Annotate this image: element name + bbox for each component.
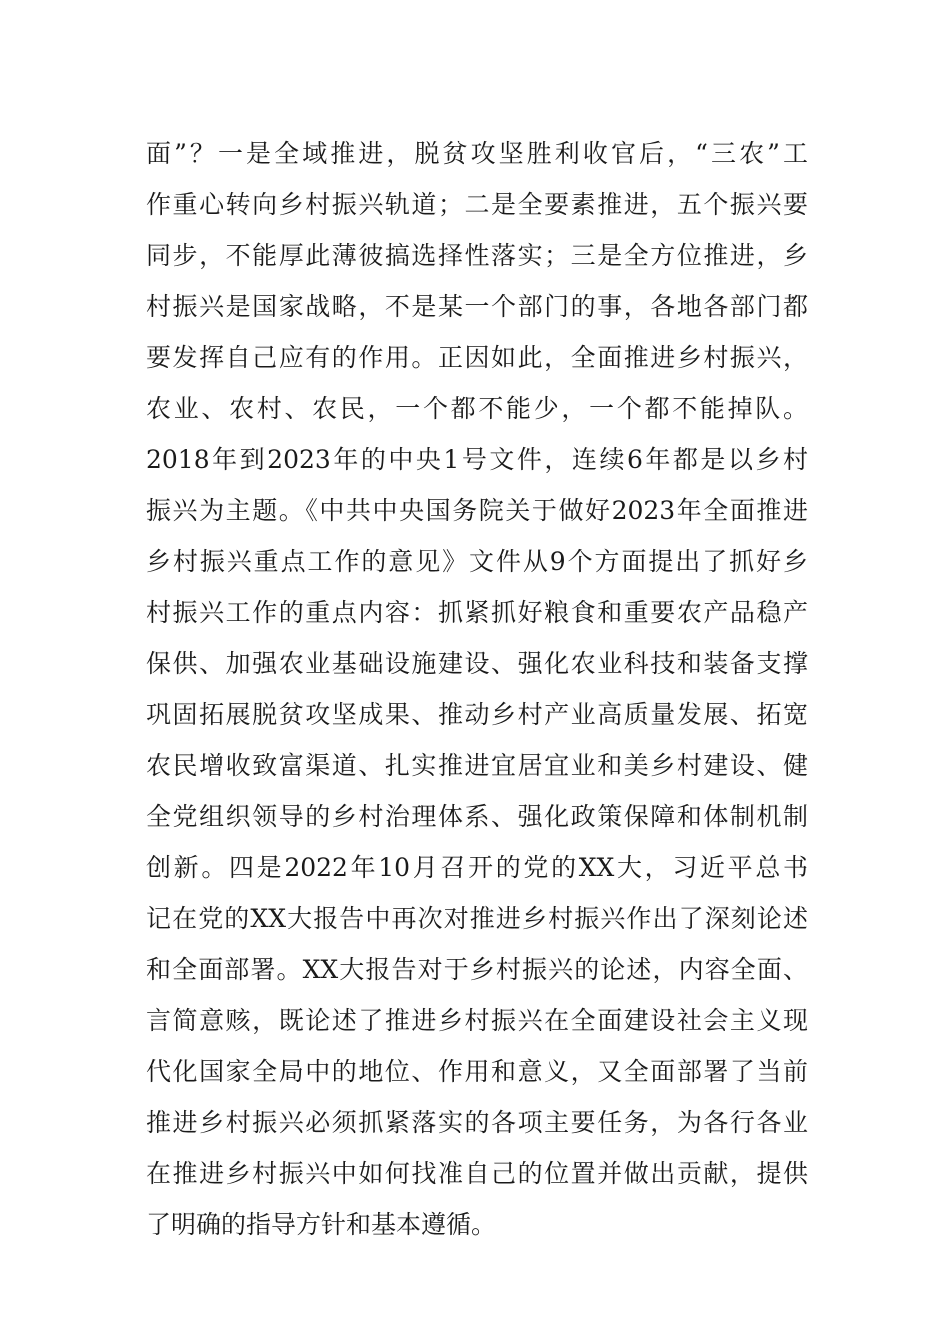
text-line: 2018年到2023年的中央1号文件，连续6年都是以乡村 xyxy=(146,445,808,474)
text-line: 作重心转向乡村振兴轨道；二是全要素推进，五个振兴要 xyxy=(146,190,808,219)
text-line: 和全面部署。XX大报告对于乡村振兴的论述，内容全面、 xyxy=(146,955,808,984)
text-line: 村振兴工作的重点内容：抓紧抓好粮食和重要农产品稳产 xyxy=(146,598,808,627)
text-line: 推进乡村振兴必须抓紧落实的各项主要任务，为各行各业 xyxy=(146,1108,808,1137)
text-line-last: 了明确的指导方针和基本遵循。 xyxy=(146,1210,497,1239)
text-line: 保供、加强农业基础设施建设、强化农业科技和装备支撑 xyxy=(146,649,808,678)
text-line: 面”？一是全域推进，脱贫攻坚胜利收官后，“三农”工 xyxy=(146,139,808,168)
text-line: 言简意赅，既论述了推进乡村振兴在全面建设社会主义现 xyxy=(146,1006,808,1035)
text-line: 振兴为主题。《中共中央国务院关于做好2023年全面推进 xyxy=(146,496,808,525)
text-line: 农民增收致富渠道、扎实推进宜居宜业和美乡村建设、健 xyxy=(146,751,808,780)
text-line: 乡村振兴重点工作的意见》文件从9个方面提出了抓好乡 xyxy=(146,547,808,576)
text-line: 代化国家全局中的地位、作用和意义，又全面部署了当前 xyxy=(146,1057,808,1086)
text-line: 在推进乡村振兴中如何找准自己的位置并做出贡献，提供 xyxy=(146,1159,808,1188)
text-line: 创新。四是2022年10月召开的党的XX大，习近平总书 xyxy=(146,853,808,882)
text-line: 全党组织领导的乡村治理体系、强化政策保障和体制机制 xyxy=(146,802,808,831)
body-text xyxy=(146,128,826,1250)
text-line: 农业、农村、农民，一个都不能少，一个都不能掉队。 xyxy=(146,394,808,423)
text-line: 记在党的XX大报告中再次对推进乡村振兴作出了深刻论述 xyxy=(146,904,808,933)
text-line: 巩固拓展脱贫攻坚成果、推动乡村产业高质量发展、拓宽 xyxy=(146,700,808,729)
text-line: 同步，不能厚此薄彼搞选择性落实；三是全方位推进，乡 xyxy=(146,241,808,270)
text-line: 村振兴是国家战略，不是某一个部门的事，各地各部门都 xyxy=(146,292,808,321)
text-line: 要发挥自己应有的作用。正因如此，全面推进乡村振兴， xyxy=(146,343,808,372)
